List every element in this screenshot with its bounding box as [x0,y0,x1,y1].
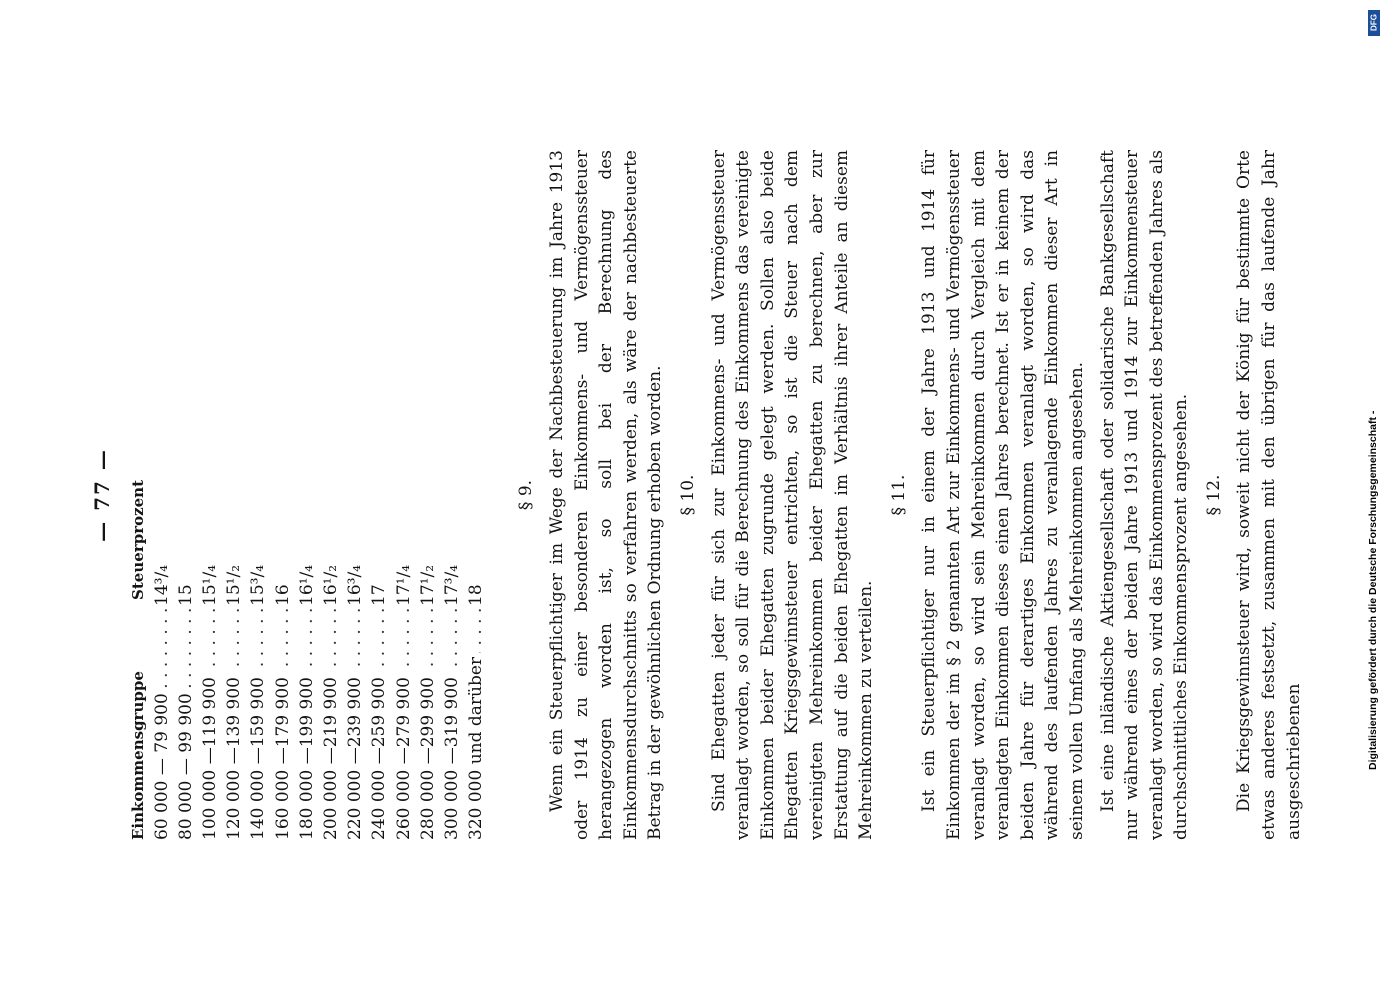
table-row [174,480,198,840]
tax-percent-cell: 18 [466,584,487,606]
dfg-funding-notice [1367,390,1383,770]
section-10-paragraph: Sind Ehegatten jeder für sich zur Einkommens- und Vermögenssteuer veranlagt worden, so soll für die Berechnung des Einkommens das vereinigte Einkommen beider Ehegatten zugrunde gelegt werden. Sollen also beide Ehegatten Kriegsgewinnsteuer entrichten, so ist die Steuer nach dem vereinigten Mehreinkommen beider Ehegatten zu berechnen, aber zur Erstattung auf die beiden Ehegatten im Verhältnis ihrer Anteile an diesem Mehreinkommen zu verteilen. [708,150,877,840]
table-row [464,480,488,840]
tax-percent-cell: 15³/₄ [248,564,269,606]
page-content [90,150,1312,840]
section-heading-12: § 12. [1203,474,1224,516]
table-header-row [127,480,150,840]
table-row [150,480,174,840]
income-group-cell: 240 000 —259 900 . . . [367,606,391,840]
tax-percent-cell: 17³/₄ [442,564,463,606]
section-11-paragraph-2: Ist eine inländische Aktiengesellschaft oder solidarische Bankgesellschaft nur während eines der beiden Jahre 1913 und 1914 zur Einkommensteuer veranlagt worden, so wird das Einkommensprozent des betreffenden Jahres als durchschnittliches Einkommensprozent angesehen. [1097,150,1192,840]
income-group-cell: 260 000 —279 900 . . . [392,606,416,840]
table-row [416,480,440,840]
section-heading-9: § 9. [516,479,537,511]
income-group-cell: 120 000 —139 900 . . . [222,606,246,840]
income-group-cell: 180 000 —199 900 . . . [295,606,319,840]
column-header-tax-percent: Steuerprozent [128,480,147,600]
income-group-cell: 80 000 — 99 900 . . . [174,606,198,840]
income-group-cell: 100 000 —119 900 . . . [198,606,222,840]
tax-percent-cell: 14³/₄ [151,564,172,606]
tax-rate-table [127,480,489,840]
table-row [319,480,343,840]
tax-percent-cell: 16¹/₄ [296,564,317,606]
table-row [222,480,246,840]
table-row [246,480,270,840]
table-row [295,480,319,840]
table-row [198,480,222,840]
dfg-funding-notice-text: Digitalisierung gefördert durch die Deutsche Forschungsgemeinschaft - [1367,410,1379,770]
dfg-logo-text: DFG [1369,14,1379,31]
table-row [271,480,295,840]
table-row [392,480,416,840]
section-heading-11: § 11. [888,474,909,516]
tax-percent-cell: 15¹/₂ [224,564,245,606]
section-12-paragraph: Die Kriegsgewinnsteuer wird, soweit nicht der König für bestimmte Orte etwas anderes festsetzt, zusammen mit den übrigen für das laufende Jahr ausgeschriebenen [1234,150,1304,840]
income-group-cell: 300 000 —319 900 . . . [440,606,464,840]
income-group-cell: 60 000 — 79 900 . . . [150,606,174,840]
tax-percent-cell: 16³/₄ [345,564,366,606]
income-group-cell: 200 000 —219 900 . . . [319,606,343,840]
tax-percent-cell: 17¹/₂ [417,564,438,606]
tax-percent-cell: 16¹/₂ [321,564,342,606]
section-9-paragraph: Wenn ein Steuerpflichtiger im Wege der Nachbesteuerung im Jahre 1913 oder 1914 zu einer besonderen Einkommens- und Vermögenssteuer herangezogen worden ist, so soll bei der Berechnung des Einkommensdurchschnitts so verfahren werden, als wäre der nachbesteuerte Betrag in der gewöhnlichen Ordnung erhoben worden. [547,150,666,840]
section-11-paragraph-1: Ist ein Steuerpflichtiger nur in einem der Jahre 1913 und 1914 für Einkommen der im § 2 genannten Art zur Einkommens- und Vermögenssteuer veranlagt worden, so wird sein Mehreinkommen durch Vergleich mit dem veranlagten Einkommen dieses einen Jahres berechnet. Ist er in keinem der beiden Jahre für derartiges Einkommen veranlagt worden, so wird das während des laufenden Jahres zu veranlagende Einkommen dieser Art in seinem vollen Umfang als Mehreinkommen angesehen. [919,150,1087,840]
income-group-cell: 320 000 und darüber . . . [464,606,488,840]
tax-percent-cell: 16 [272,584,293,606]
tax-percent-cell: 17¹/₄ [393,564,414,606]
tax-percent-cell: 15¹/₄ [200,564,220,606]
table-row [343,480,367,840]
page-number: — 77 — [90,448,114,542]
income-group-cell: 220 000 —239 900 . . . [343,606,367,840]
table-row [367,480,391,840]
income-group-cell: 140 000 —159 900 . . . [246,606,270,840]
table-row [440,480,464,840]
income-group-cell: 160 000 —179 900 . . . [271,606,295,840]
income-group-cell: 280 000 —299 900 . . . [416,606,440,840]
section-heading-10: § 10. [678,474,698,516]
column-header-income-group: Einkommensgruppe [128,671,147,840]
tax-percent-cell: 17 [369,584,390,606]
dfg-logo [1368,10,1380,36]
tax-percent-cell: 15 [175,584,196,606]
